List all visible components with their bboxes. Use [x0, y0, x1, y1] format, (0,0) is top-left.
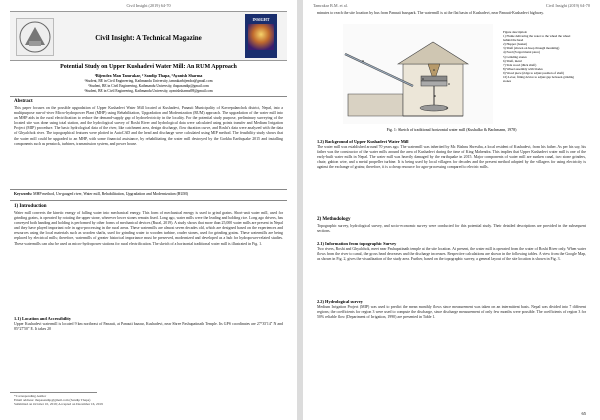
figure-legend-item: 9) Wood piece (ridge to adjust position of shaft) — [503, 70, 565, 75]
subsection-heading-background: 1.2) Background of Upper Kushadevi Water Mill — [317, 139, 409, 144]
running-head-right: Civil Insight (2019) 64-70 — [545, 3, 590, 8]
keywords-list: MHP method, Un-gauged river, Water mill, Rehabilitation, Upgradation and Modernization (RUM) — [33, 192, 189, 196]
location-text: Upper Kushadevi watermill is located 9 km northeast of Panauti, at Panauti bazaar, Kushadevi, near Shree Pashupatinath Temple. Its GPS coordinates are 27°35'14" N and 85°27'50" E. It takes 20 — [14, 322, 283, 332]
figure-legend-item: 10) Lever, fitting device to adjust gap between grinding stones — [503, 75, 574, 84]
keywords-label: Keywords: — [14, 192, 33, 196]
figure-legend-item: 4) Feed (Forged metal piece) — [503, 50, 540, 55]
running-head-left: Tamrakar B.M. et al. — [313, 3, 348, 8]
figure-legend — [503, 30, 578, 83]
figure-legend-item: 7) Side wood (thick shaft) — [503, 62, 537, 67]
section-heading-introduction: 1) Introduction — [14, 204, 47, 209]
water-mill-sketch — [343, 24, 493, 124]
subsection-heading-location: 1.1) Location and Accessibility — [14, 316, 72, 321]
page-right — [303, 0, 600, 420]
cover-title: INSIGHT — [252, 17, 270, 22]
journal-banner — [10, 11, 287, 61]
footnote-rule — [10, 392, 97, 393]
figure-caption: Fig. 1: Sketch of traditional horizontal water mill (Kushalko & Bachmann, 1978) — [386, 127, 517, 132]
page-number: 65 — [581, 411, 586, 416]
journal-cover-image — [245, 14, 277, 58]
affiliation: ³Student, BE in Civil Engineering, Kathmandu University, ayanishsharma98@gmail.com — [84, 88, 213, 93]
cover-artwork — [248, 24, 274, 50]
running-head: Civil Insight (2019) 64-70 — [126, 3, 171, 8]
divider — [10, 96, 287, 97]
figure-legend-item: 5) Grinding stones — [503, 54, 527, 59]
figure-legend-item: 6) Shaft, metal — [503, 58, 522, 63]
introduction-text: Water mill converts the kinetic energy of falling water into mechanical energy. This form of mechanical energy is used to grind grains. Short-unit water mill, used for grinding grains, is operated by rotating the upper stone, wherever lower stones remain fixed. Long ago, water mills were the leading and holding rice. Long ago drivers, has conveyed both handing and holding is performed by other forms of mechanical devices (Rural, 2019). A study shows that more than 25,000 water mills are present in Nepal and they have played important role in agro-processing in the rural areas. These watermills are almost seven decades old, which are designed based on the experiences and resources using the local materials such as wooden shafts, used for grinding water to wooden turbine, cruder stones, used for grinding grains. These watermills are being replaced by electrical mills; therefore, watermills of greater historical importance must be preserved, modernized and developed as a hub for hydropower-related studies. These watermills can also be used as micro-hydropower stations for rural electrification. The sketch of a horizontal traditional water mill is illustrated in Fig. 1. — [14, 211, 283, 246]
divider — [10, 200, 287, 201]
footnotes — [14, 394, 283, 407]
affiliations — [10, 79, 287, 93]
introduction-continued: minutes to reach the site location by bus from Panauti busspark. The watermill is at the flat basin of Kushadevi, near Panauti-Kushadevi highway. — [317, 11, 544, 15]
figure-legend-title: Figure description: — [503, 30, 528, 34]
topographic-text: Two rivers, Roshi and Ghyalchok, meet near Pashupatinath temple at the site location. At present, the water mill is operated from the water of Roshi River only. When water flows from the river to canal, the gross head decreases and the discharge increases. Respective calculations are shown in the following tables. A view from the Google Map, as shown in Fig. 2, gives the visualization of the study area. Further, based on the topographic survey, a general layout of the site location is shown in Fig. 3. — [317, 247, 586, 262]
figure-legend-item: 2) Hopper (basket) — [503, 42, 528, 47]
figure-legend-item: 8) Wheel assembly with blades — [503, 66, 543, 71]
footnote-corresponding: *Corresponding Author — [14, 394, 47, 398]
hydrological-text: Medium Irrigation Project (MIP) was used to predict the mean monthly flows since measurement was taken on an intermittent basis. Nepal was divided into 7 different regions; the coefficients for region 3 were used to compute the discharge, since discharge measurement of only few months were possible. The coefficients of region 3 for 50% reliable flow (Department of Irrigation, 1990) are presented in Table 1. — [317, 305, 586, 320]
abstract-heading: Abstract — [14, 99, 33, 104]
figure-legend-item: 1) Flume delivering the water to the wheel the wheel behind the head — [503, 34, 571, 43]
background-text: The water mill was established around 70 years ago. The watermill was inherited by Mr. Bishnu Shrestha, a local resident of Kushadevi, from his father. As per his say, his father was the constructor of the water mills around the area of Kushadevi during the time of King Mahendra. This implies that Upper Kushadevi water mill is one of the early-built water mills in Nepal. The water mill was heavily damaged by the earthquake in 2015. Major components of water mill are sunken canal, two stone grinders, chute, gabion wire, and a metal propeller turbine. It is being used by local villagers for decades and the present method adopted by the villagers for using electricity is against the exchange of grains; therefore, it is a cheap resource for agro-processing compared to electric mills. — [317, 145, 586, 170]
subsection-heading-topographic: 2.1) Information from topographic Survey — [317, 241, 397, 246]
affiliation: ¹Student, BE in Civil Engineering, Kathmandu University, tamrakarbijendra@gmail.com — [84, 79, 213, 83]
paper-title: Potential Study on Upper Kushadevi Water Mill: An RUM Approach — [60, 64, 237, 70]
journal-name: Civil Insight: A Technical Magazine — [95, 34, 202, 42]
affiliation: ²Student, BE in Civil Engineering, Kathmandu University, thapasandip@gmail.com — [88, 83, 209, 88]
divider — [10, 189, 287, 190]
subsection-heading-hydrological: 2.2) Hydrological survey — [317, 299, 363, 304]
section-heading-methodology: 2) Methodology — [317, 217, 351, 222]
methodology-text: Topographic survey, hydrological survey, and socio-economic survey were conducted for this potential study. Their detailed descriptions are provided in the subsequent sections. — [317, 224, 586, 234]
figure-legend-item: 3) Shaft (shown on hoop through mounting) — [503, 46, 560, 51]
page-left — [0, 0, 297, 420]
abstract-text: This paper focuses on the possible upgradation of Upper Kushadevi Water Mill located at Kushadevi, Panauti Municipality of Kavrepalanchok district, Nepal, into a multipurpose run-of-river Micro-hydropower Plant (MHP) using Rehabilitation, Upgradation and Modernization (RUM) approach. The upgradation of the water mill into an MHP aids in the rural electrification to reduce the demand-supply gap of hydroelectricity in the locality. For the potential study purpose, preliminary surveying of the located site was done using total station, and the hydrological survey of Roshi River and hydrological data were calculated using points transfer and Medium Irrigation Project (MIP) procedure. The basic hydrological data of the river, like catchment area, design discharge, flow duration curve, and Roshi's data were analyzed with the data of Ghyalchok river. The topographical features were plotted in AutoCAD and the head and discharge were calculated using MIP method. The feasibility study shows that the water mill could be upgraded to an MHP, with some financial assistance, by rehabilitating the water mill destroyed by the Gorkha Earthquake 2015 and installing components such as penstock, turbines, transmission system, and power house. — [14, 106, 283, 146]
footnote-email: Email address: thapasandip@gmail.com (Sandip Thapa) — [14, 398, 91, 403]
keywords — [14, 192, 283, 197]
footnote-dates: Submitted on October 10, 2019; Accepted on December 16, 2019 — [14, 402, 103, 407]
author-list: ¹Bijendra Man Tamrakar, ² Sandip Thapa, ³Ayanish Sharma — [94, 73, 203, 78]
